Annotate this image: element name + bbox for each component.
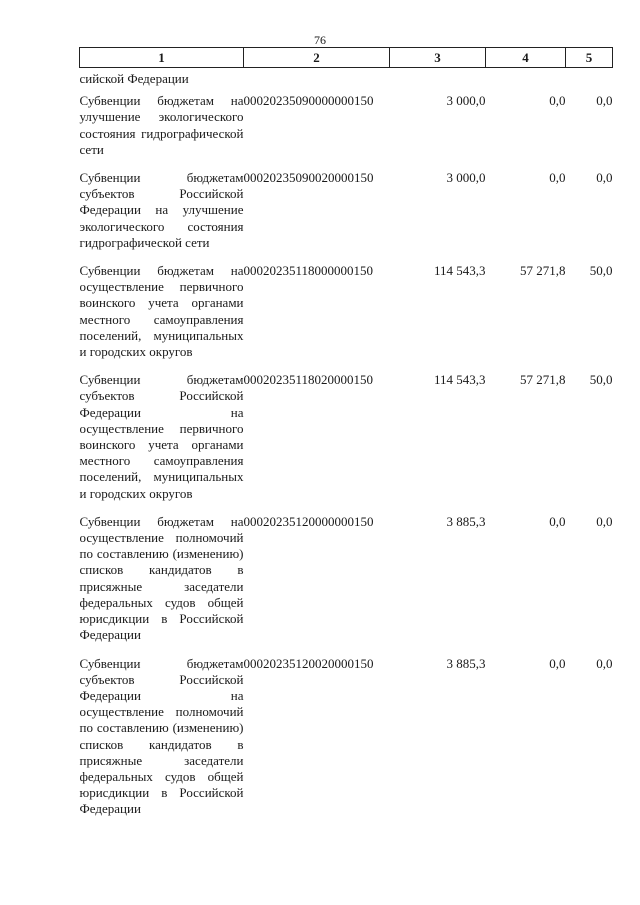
continuation-text: сийской Федерации	[79, 71, 189, 86]
row-name: Субвенции бюджетам на осуществление первичного воинского учета органами местного самоуправления поселений, муниципальных и городских округов	[79, 263, 244, 360]
row-col3: 3 885,3	[446, 513, 486, 529]
row-col4: 0,0	[549, 513, 566, 529]
column-header-5: 5	[566, 48, 613, 68]
table-row	[80, 93, 613, 170]
row-col3: 114 543,3	[433, 263, 486, 279]
column-header-2: 2	[244, 48, 390, 68]
header-row	[80, 48, 613, 68]
row-code: 00020235120000000150	[243, 513, 374, 529]
continuation-row	[80, 68, 613, 94]
row-col3: 114 543,3	[433, 372, 486, 388]
row-name: Субвенции бюджетам на осуществление полномочий по составлению (изменению) списков кандидатов в присяжные заседатели федеральных судов общей юрисдикции в Российской Федерации	[79, 513, 244, 643]
row-code: 00020235118000000150	[243, 263, 374, 279]
row-name: Субвенции бюджетам субъектов Российской Федерации на осуществление полномочий по составлению (изменению) списков кандидатов в присяжные заседатели федеральных судов общей юрисдикции в Российской Федерации	[79, 655, 244, 817]
row-col4: 0,0	[549, 655, 566, 671]
row-code: 00020235090000000150	[243, 93, 374, 109]
row-col5: 50,0	[589, 372, 613, 388]
row-code: 00020235118020000150	[243, 372, 374, 388]
row-code: 00020235120020000150	[243, 655, 374, 671]
row-col4: 57 271,8	[520, 263, 566, 279]
page-number: 76	[314, 33, 326, 47]
row-col5: 0,0	[596, 93, 613, 109]
row-col4: 57 271,8	[520, 372, 566, 388]
row-col3: 3 000,0	[446, 93, 486, 109]
row-name: Субвенции бюджетам субъектов Российской Федерации на улучшение экологического состояния гидрографической сети	[79, 170, 244, 250]
table-row	[80, 514, 613, 656]
table-row	[80, 263, 613, 372]
row-col5: 0,0	[596, 513, 613, 529]
row-col5: 0,0	[596, 655, 613, 671]
row-code: 00020235090020000150	[243, 170, 374, 186]
row-name: Субвенции бюджетам субъектов Российской Федерации на осуществление первичного воинского учета органами местного самоуправления поселений, муниципальных и городских округов	[79, 372, 244, 501]
column-header-1: 1	[80, 48, 244, 68]
row-col4: 0,0	[549, 170, 566, 186]
table-row	[80, 170, 613, 263]
row-name: Субвенции бюджетам на улучшение экологического состояния гидрографической сети	[79, 93, 244, 157]
row-col3: 3 000,0	[446, 170, 486, 186]
row-col3: 3 885,3	[446, 655, 486, 671]
budget-table	[79, 47, 613, 830]
row-col5: 0,0	[596, 170, 613, 186]
table-row	[80, 372, 613, 514]
column-header-4: 4	[486, 48, 566, 68]
table-row	[80, 656, 613, 830]
row-col4: 0,0	[549, 93, 566, 109]
column-header-3: 3	[390, 48, 486, 68]
row-col5: 50,0	[589, 263, 613, 279]
